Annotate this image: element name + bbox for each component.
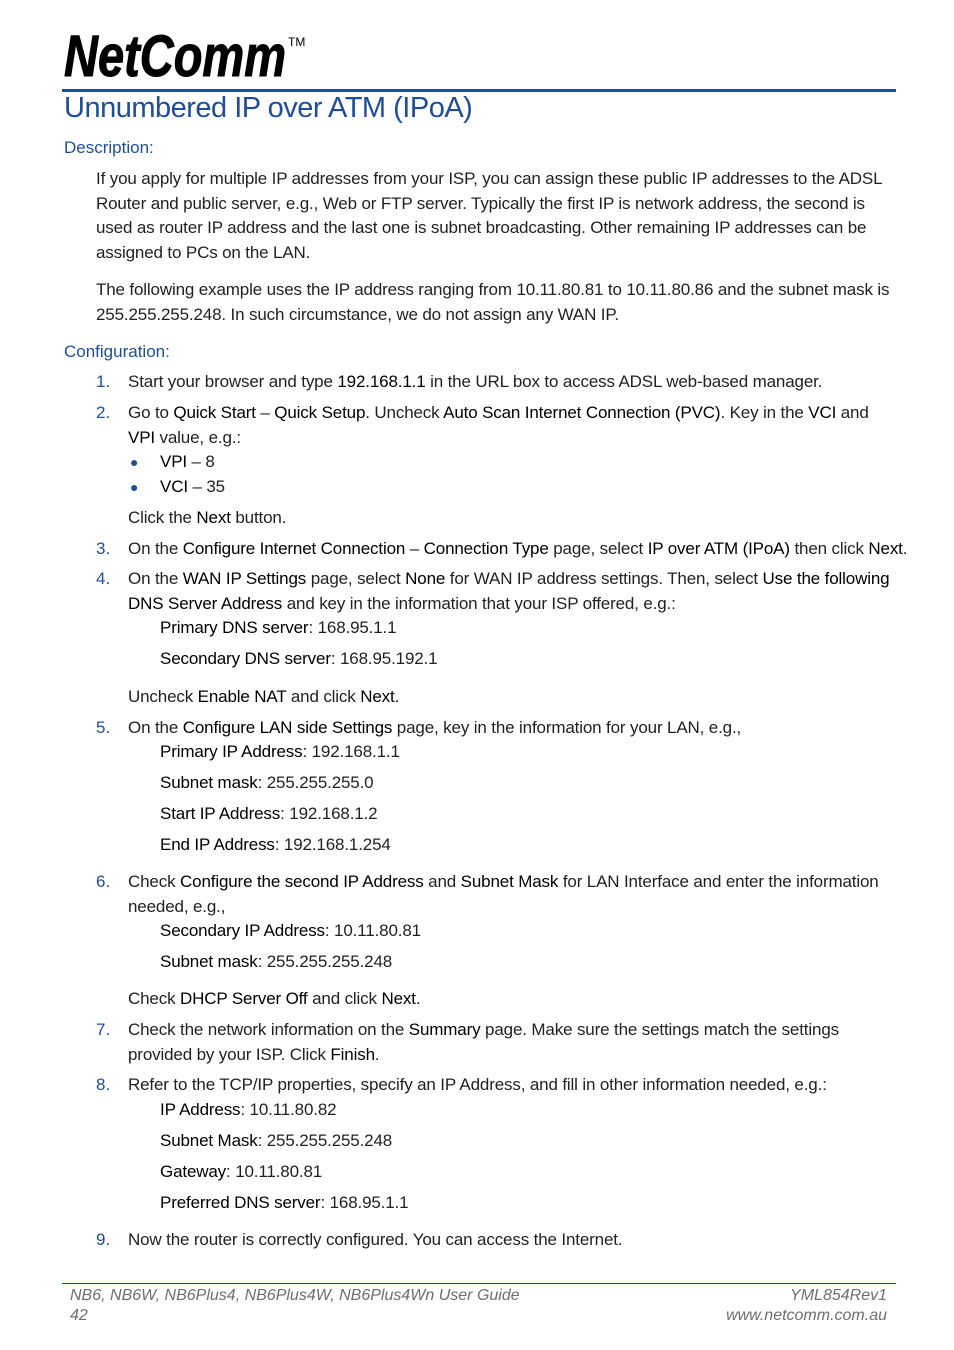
footer-rule bbox=[62, 1283, 896, 1284]
logo-wordmark: NetComm bbox=[64, 26, 286, 84]
netcomm-logo bbox=[62, 26, 307, 84]
step-8-number: 8. bbox=[96, 1075, 111, 1094]
step-9-text: Now the router is correctly configured. You can access the Internet. bbox=[128, 1230, 623, 1249]
step-5-field: End IP Address: 192.168.1.254 bbox=[160, 835, 391, 854]
step-8-field: Gateway: 10.11.80.81 bbox=[160, 1162, 323, 1181]
step-6-after: Check DHCP Server Off and click Next. bbox=[128, 989, 421, 1008]
step-8-field: Subnet Mask: 255.255.255.248 bbox=[160, 1131, 393, 1150]
step-5-text: On the Configure LAN side Settings page, key in the information for your LAN, e.g., bbox=[128, 718, 742, 737]
step-4-field: Primary DNS server: 168.95.1.1 bbox=[160, 618, 397, 637]
bullet-icon: ● bbox=[130, 454, 139, 470]
step-8-text: Refer to the TCP/IP properties, specify an IP Address, and fill in other information needed, e.g.: bbox=[128, 1075, 827, 1094]
footer-guide-title: NB6, NB6W, NB6Plus4, NB6Plus4W, NB6Plus4Wn User Guide bbox=[70, 1287, 520, 1304]
configuration-heading: Configuration: bbox=[64, 342, 170, 361]
step-7-number: 7. bbox=[96, 1020, 111, 1039]
step-5-field: Start IP Address: 192.168.1.2 bbox=[160, 804, 378, 823]
step-6-number: 6. bbox=[96, 872, 111, 891]
page-title: Unnumbered IP over ATM (IPoA) bbox=[64, 92, 473, 124]
step-2-after: Click the Next button. bbox=[128, 508, 287, 527]
footer-revision: YML854Rev1 bbox=[790, 1287, 887, 1304]
step-8-field: IP Address: 10.11.80.82 bbox=[160, 1100, 337, 1119]
step-3-text: On the Configure Internet Connection – Connection Type page, select IP over ATM (IPoA) then click Next. bbox=[128, 539, 908, 558]
step-4-number: 4. bbox=[96, 569, 111, 588]
footer-url: www.netcomm.com.au bbox=[726, 1307, 887, 1324]
step-2-text: Go to Quick Start – Quick Setup. Uncheck Auto Scan Internet Connection (PVC). Key in the VCI and VPI value, e.g.: bbox=[128, 403, 869, 447]
step-6-text: Check Configure the second IP Address and Subnet Mask for LAN Interface and enter the information needed, e.g., bbox=[128, 872, 879, 916]
step-5-field: Subnet mask: 255.255.255.0 bbox=[160, 773, 374, 792]
step-4-field: Secondary DNS server: 168.95.192.1 bbox=[160, 649, 438, 668]
step-1-number: 1. bbox=[96, 372, 111, 391]
step-5-number: 5. bbox=[96, 718, 111, 737]
step-1-text: Start your browser and type 192.168.1.1 in the URL box to access ADSL web-based manager. bbox=[128, 372, 823, 391]
step-9-number: 9. bbox=[96, 1230, 111, 1249]
step-6-field: Secondary IP Address: 10.11.80.81 bbox=[160, 921, 421, 940]
step-8-field: Preferred DNS server: 168.95.1.1 bbox=[160, 1193, 409, 1212]
bullet-icon: ● bbox=[130, 479, 139, 495]
step-6-field: Subnet mask: 255.255.255.248 bbox=[160, 952, 393, 971]
step-4-after: Uncheck Enable NAT and click Next. bbox=[128, 687, 400, 706]
step-4-text: On the WAN IP Settings page, select None for WAN IP address settings. Then, select Use the following DNS Server Address and key in the information that your ISP offered, e.g.: bbox=[128, 569, 890, 613]
step-3-number: 3. bbox=[96, 539, 111, 558]
footer-page-number: 42 bbox=[70, 1307, 88, 1324]
description-heading: Description: bbox=[64, 138, 154, 157]
description-paragraph-2: The following example uses the IP address ranging from 10.11.80.81 to 10.11.80.86 and the subnet mask is 255.255.255.248. In such circumstance, we do not assign any WAN IP. bbox=[96, 280, 890, 324]
step-2-number: 2. bbox=[96, 403, 111, 422]
logo-trademark: TM bbox=[288, 35, 306, 49]
step-2-bullet-vci: VCI – 35 bbox=[160, 477, 225, 496]
step-7-text: Check the network information on the Summary page. Make sure the settings match the settings provided by your ISP. Click Finish. bbox=[128, 1020, 839, 1064]
description-paragraph-1: If you apply for multiple IP addresses from your ISP, you can assign these public IP addresses to the ADSL Router and public server, e.g., Web or FTP server. Typically the first IP is network address, the second is used as router IP address and the last one is subnet broadcasting. Other remaining IP addresses can be assigned to PCs on the LAN. bbox=[96, 169, 882, 262]
step-5-field: Primary IP Address: 192.168.1.1 bbox=[160, 742, 400, 761]
step-2-bullet-vpi: VPI – 8 bbox=[160, 452, 215, 471]
